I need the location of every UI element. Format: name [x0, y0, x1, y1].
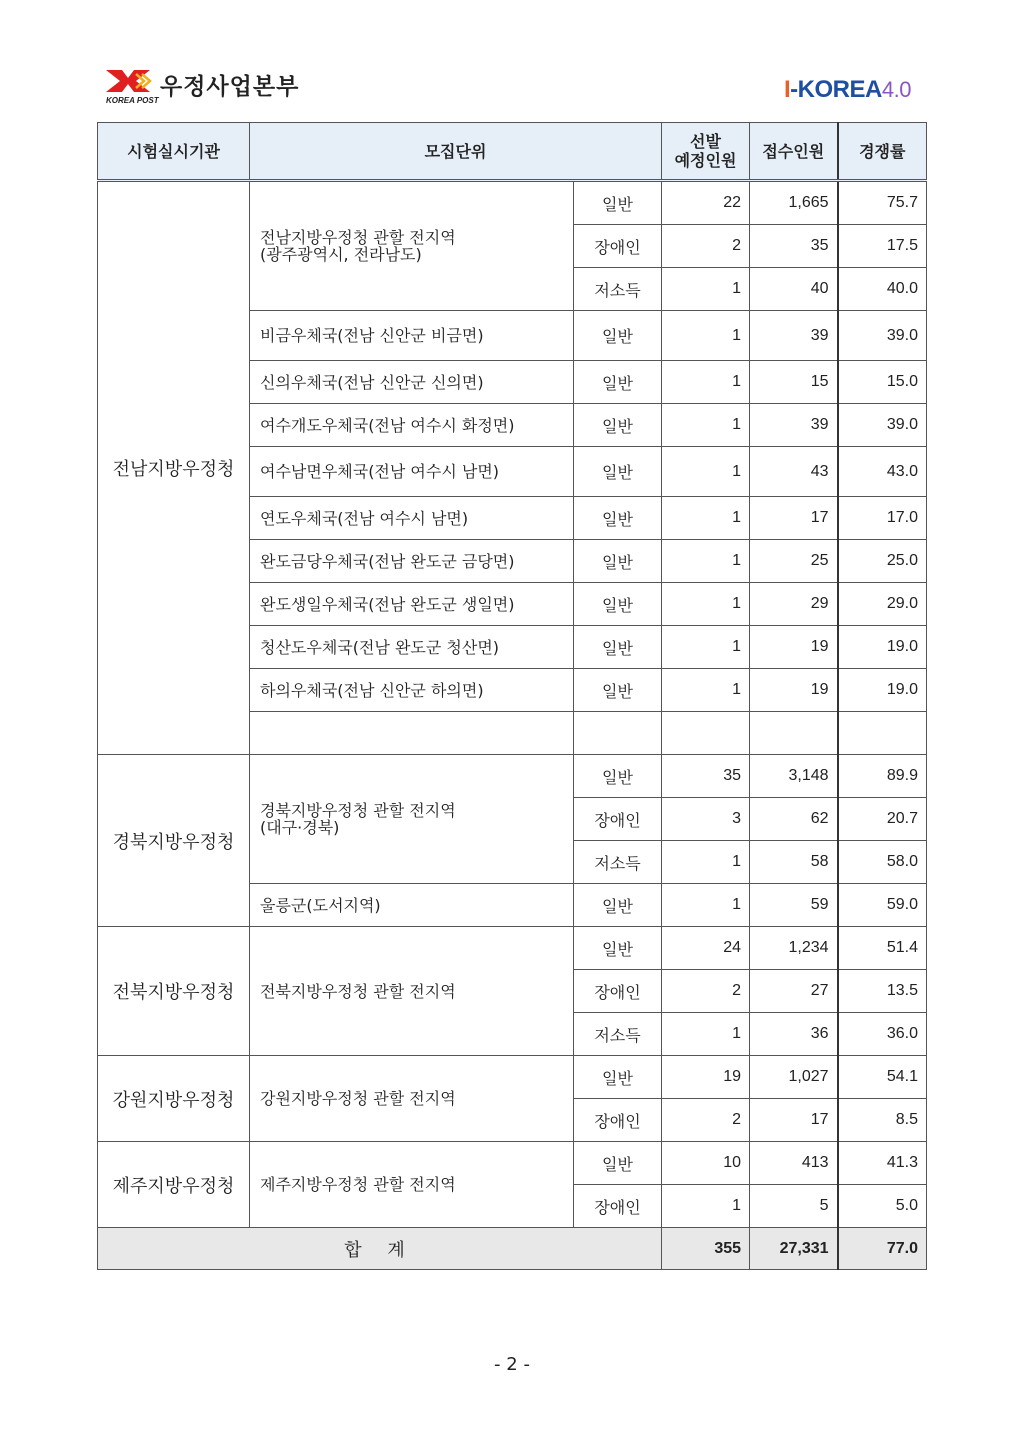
- ratio-cell: 5.0: [838, 1185, 927, 1228]
- category-cell: 일반: [574, 181, 662, 225]
- logo-subtitle: KOREA POST: [106, 96, 159, 105]
- planned-cell: 35: [662, 755, 750, 798]
- category-cell: 일반: [574, 497, 662, 540]
- applicants-cell: 17: [750, 1099, 838, 1142]
- unit-name: 경북지방우정청 관할 전지역: [260, 801, 456, 820]
- planned-cell: 1: [662, 841, 750, 884]
- category-cell: 저소득: [574, 1013, 662, 1056]
- planned-cell: 19: [662, 1056, 750, 1099]
- unit-cell: [250, 712, 574, 755]
- unit-cell: 여수개도우체국(전남 여수시 화정면): [250, 404, 574, 447]
- ratio-cell: 25.0: [838, 540, 927, 583]
- unit-name: 전남지방우정청 관할 전지역: [260, 228, 456, 247]
- applicants-cell: 413: [750, 1142, 838, 1185]
- unit-cell: 완도생일우체국(전남 완도군 생일면): [250, 583, 574, 626]
- unit-cell: 제주지방우정청 관할 전지역: [250, 1142, 574, 1228]
- ratio-cell: 17.0: [838, 497, 927, 540]
- planned-header-line1: 선발: [690, 132, 721, 151]
- table-row: [98, 755, 927, 798]
- col-header-agency: 시험실시기관: [98, 123, 250, 181]
- category-cell: 일반: [574, 447, 662, 497]
- planned-cell: 1: [662, 311, 750, 361]
- applicants-cell: 17: [750, 497, 838, 540]
- ratio-cell: 15.0: [838, 361, 927, 404]
- korea-post-logo: [104, 66, 304, 110]
- logo-middle: -KOREA: [790, 76, 882, 103]
- applicants-cell: 36: [750, 1013, 838, 1056]
- planned-cell: 1: [662, 497, 750, 540]
- agency-cell: 경북지방우정청: [98, 755, 250, 927]
- unit-cell: 전북지방우정청 관할 전지역: [250, 927, 574, 1056]
- total-ratio: 77.0: [838, 1228, 927, 1270]
- unit-cell: [250, 755, 574, 884]
- planned-cell: 1: [662, 583, 750, 626]
- planned-cell: 1: [662, 1013, 750, 1056]
- col-header-ratio: 경쟁률: [838, 123, 927, 181]
- total-row: [98, 1228, 927, 1270]
- col-header-unit: 모집단위: [250, 123, 662, 181]
- recruitment-competition-table: [97, 122, 927, 1270]
- logo-title: 우정사업본부: [160, 74, 300, 100]
- unit-cell: 연도우체국(전남 여수시 남면): [250, 497, 574, 540]
- unit-cell: 여수남면우체국(전남 여수시 남면): [250, 447, 574, 497]
- applicants-cell: 19: [750, 626, 838, 669]
- applicants-cell: 29: [750, 583, 838, 626]
- category-cell: 일반: [574, 361, 662, 404]
- applicants-cell: 15: [750, 361, 838, 404]
- planned-cell: [662, 712, 750, 755]
- category-cell: 일반: [574, 1142, 662, 1185]
- ratio-cell: 58.0: [838, 841, 927, 884]
- col-header-planned: [662, 123, 750, 181]
- ratio-cell: 54.1: [838, 1056, 927, 1099]
- page-number: - 2 -: [494, 1354, 530, 1375]
- table-row: [98, 181, 927, 225]
- ratio-cell: 29.0: [838, 583, 927, 626]
- table-row: [98, 1056, 927, 1099]
- applicants-cell: [750, 712, 838, 755]
- applicants-cell: 27: [750, 970, 838, 1013]
- unit-cell: 비금우체국(전남 신안군 비금면): [250, 311, 574, 361]
- planned-cell: 1: [662, 540, 750, 583]
- unit-cell: 하의우체국(전남 신안군 하의면): [250, 669, 574, 712]
- agency-cell: 전북지방우정청: [98, 927, 250, 1056]
- ratio-cell: [838, 712, 927, 755]
- ratio-cell: 20.7: [838, 798, 927, 841]
- table-header-row: [98, 123, 927, 181]
- planned-cell: 2: [662, 970, 750, 1013]
- unit-cell: 완도금당우체국(전남 완도군 금당면): [250, 540, 574, 583]
- planned-cell: 10: [662, 1142, 750, 1185]
- applicants-cell: 3,148: [750, 755, 838, 798]
- planned-cell: 1: [662, 361, 750, 404]
- applicants-cell: 25: [750, 540, 838, 583]
- unit-cell: 신의우체국(전남 신안군 신의면): [250, 361, 574, 404]
- applicants-cell: 1,234: [750, 927, 838, 970]
- category-cell: 장애인: [574, 1185, 662, 1228]
- unit-cell: 강원지방우정청 관할 전지역: [250, 1056, 574, 1142]
- ratio-cell: 36.0: [838, 1013, 927, 1056]
- planned-header-line2: 예정인원: [674, 151, 737, 170]
- planned-cell: 1: [662, 447, 750, 497]
- applicants-cell: 1,665: [750, 181, 838, 225]
- unit-cell: [250, 181, 574, 311]
- applicants-cell: 43: [750, 447, 838, 497]
- category-cell: 일반: [574, 404, 662, 447]
- ratio-cell: 41.3: [838, 1142, 927, 1185]
- unit-name-sub: (대구·경북): [260, 818, 340, 837]
- applicants-cell: 39: [750, 404, 838, 447]
- category-cell: [574, 712, 662, 755]
- ratio-cell: 39.0: [838, 311, 927, 361]
- planned-cell: 1: [662, 404, 750, 447]
- applicants-cell: 59: [750, 884, 838, 927]
- planned-cell: 22: [662, 181, 750, 225]
- planned-cell: 1: [662, 268, 750, 311]
- category-cell: 일반: [574, 311, 662, 361]
- planned-cell: 1: [662, 626, 750, 669]
- ratio-cell: 19.0: [838, 669, 927, 712]
- korea-post-logo-icon: [106, 68, 156, 94]
- ratio-cell: 75.7: [838, 181, 927, 225]
- planned-cell: 2: [662, 1099, 750, 1142]
- applicants-cell: 58: [750, 841, 838, 884]
- unit-name-sub: (광주광역시, 전라남도): [260, 245, 422, 264]
- ratio-cell: 89.9: [838, 755, 927, 798]
- category-cell: 일반: [574, 669, 662, 712]
- ratio-cell: 8.5: [838, 1099, 927, 1142]
- category-cell: 장애인: [574, 1099, 662, 1142]
- unit-cell: 울릉군(도서지역): [250, 884, 574, 927]
- applicants-cell: 19: [750, 669, 838, 712]
- applicants-cell: 1,027: [750, 1056, 838, 1099]
- category-cell: 장애인: [574, 225, 662, 268]
- category-cell: 저소득: [574, 268, 662, 311]
- category-cell: 일반: [574, 540, 662, 583]
- ratio-cell: 43.0: [838, 447, 927, 497]
- category-cell: 일반: [574, 1056, 662, 1099]
- agency-cell: 제주지방우정청: [98, 1142, 250, 1228]
- table-row: [98, 927, 927, 970]
- category-cell: 일반: [574, 755, 662, 798]
- total-applicants: 27,331: [750, 1228, 838, 1270]
- table-row: [98, 1142, 927, 1185]
- category-cell: 일반: [574, 884, 662, 927]
- total-planned: 355: [662, 1228, 750, 1270]
- applicants-cell: 40: [750, 268, 838, 311]
- category-cell: 일반: [574, 583, 662, 626]
- agency-cell: 강원지방우정청: [98, 1056, 250, 1142]
- applicants-cell: 5: [750, 1185, 838, 1228]
- logo-prefix: I: [784, 76, 791, 103]
- planned-cell: 2: [662, 225, 750, 268]
- planned-cell: 1: [662, 669, 750, 712]
- total-label: 합 계: [98, 1228, 662, 1270]
- ratio-cell: 51.4: [838, 927, 927, 970]
- i-korea-logo: [784, 76, 911, 104]
- planned-cell: 3: [662, 798, 750, 841]
- unit-cell: 청산도우체국(전남 완도군 청산면): [250, 626, 574, 669]
- category-cell: 저소득: [574, 841, 662, 884]
- ratio-cell: 59.0: [838, 884, 927, 927]
- category-cell: 장애인: [574, 970, 662, 1013]
- planned-cell: 24: [662, 927, 750, 970]
- ratio-cell: 19.0: [838, 626, 927, 669]
- planned-cell: 1: [662, 1185, 750, 1228]
- applicants-cell: 39: [750, 311, 838, 361]
- ratio-cell: 13.5: [838, 970, 927, 1013]
- category-cell: 장애인: [574, 798, 662, 841]
- col-header-applicants: 접수인원: [750, 123, 838, 181]
- ratio-cell: 39.0: [838, 404, 927, 447]
- agency-cell: 전남지방우정청: [98, 181, 250, 755]
- applicants-cell: 35: [750, 225, 838, 268]
- applicants-cell: 62: [750, 798, 838, 841]
- category-cell: 일반: [574, 927, 662, 970]
- category-cell: 일반: [574, 626, 662, 669]
- planned-cell: 1: [662, 884, 750, 927]
- logo-suffix: 4.0: [881, 77, 911, 102]
- ratio-cell: 40.0: [838, 268, 927, 311]
- ratio-cell: 17.5: [838, 225, 927, 268]
